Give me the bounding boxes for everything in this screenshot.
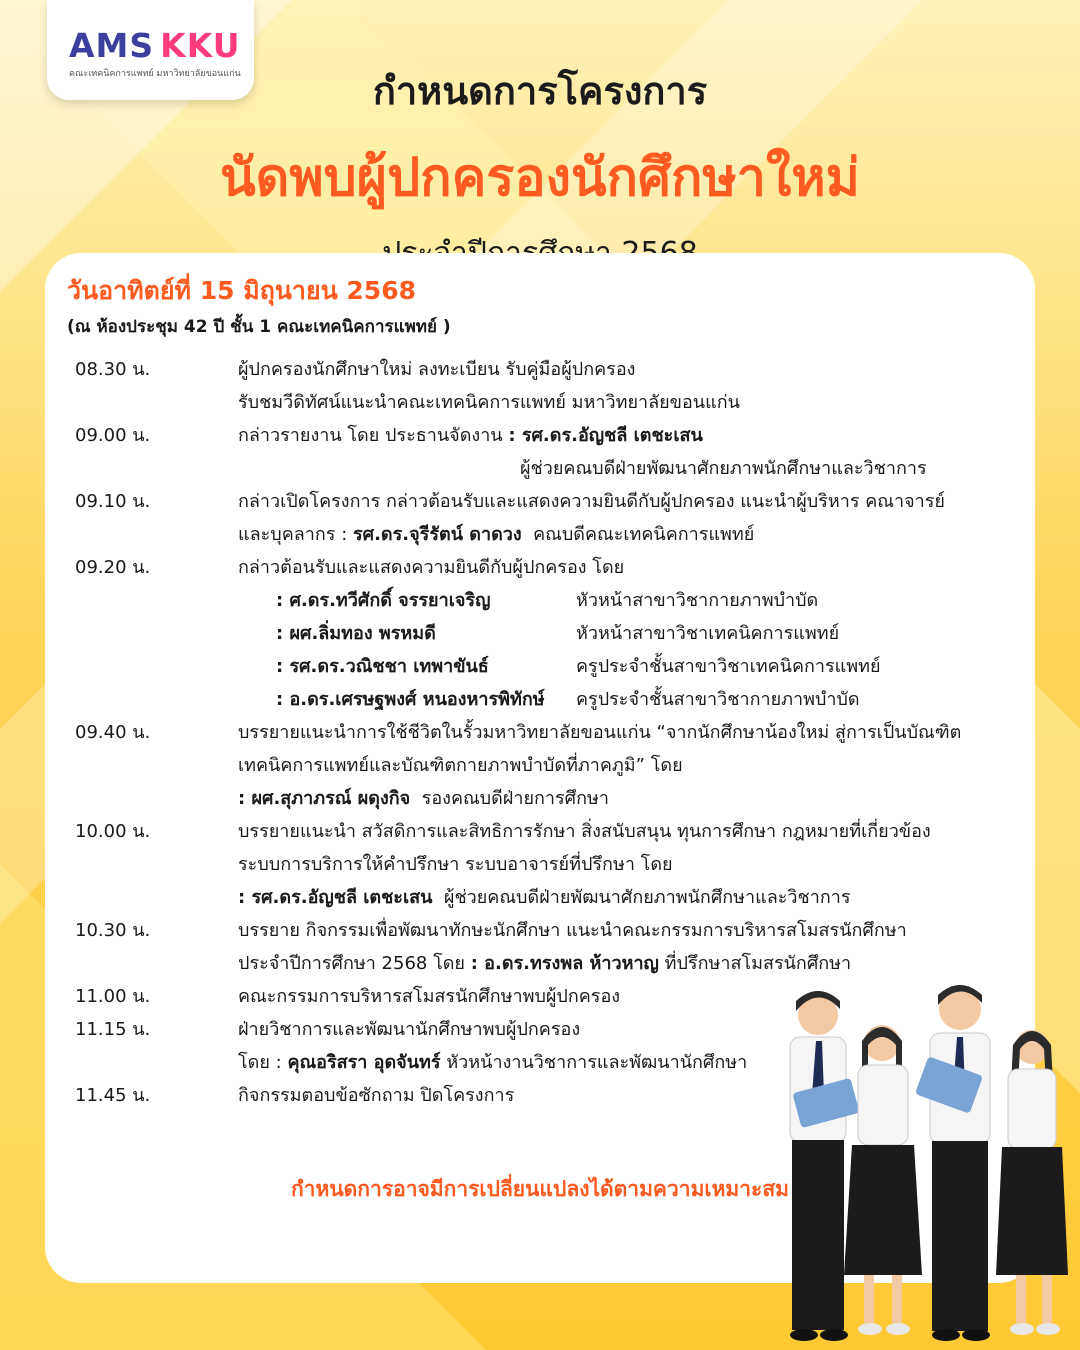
schedule-text: บรรยายแนะนำ สวัสดิการและสิทธิการรักษา สิ่งสนับสนุน ทุนการศึกษา กฎหมายที่เกี่ยวข้อง bbox=[238, 821, 931, 842]
speaker-row: : รศ.ดร.วณิชชา เทพาขันธ์ ครูประจำชั้นสาขาวิชาเทคนิคการแพทย์ bbox=[276, 656, 881, 677]
schedule-time: 09.40 น. bbox=[75, 722, 151, 743]
schedule-text: บรรยายแนะนำการใช้ชีวิตในรั้วมหาวิทยาลัยขอนแก่น “จากนักศึกษาน้องใหม่ สู่การเป็นบัณฑิต bbox=[238, 722, 962, 743]
schedule-time: 11.15 น. bbox=[75, 1019, 151, 1040]
logo: AMS KKU bbox=[69, 26, 241, 65]
schedule-text: ผู้ปกครองนักศึกษาใหม่ ลงทะเบียน รับคู่มือผู้ปกครอง bbox=[238, 359, 636, 380]
schedule-time: 08.30 น. bbox=[75, 359, 151, 380]
schedule-time: 09.20 น. bbox=[75, 557, 151, 578]
schedule-time: 11.00 น. bbox=[75, 986, 151, 1007]
schedule-text: และบุคลากร : รศ.ดร.จุรีรัตน์ ดาดวง คณบดีคณะเทคนิคการแพทย์ bbox=[238, 524, 755, 545]
schedule-text: รับชมวีดิทัศน์แนะนำคณะเทคนิคการแพทย์ มหาวิทยาลัยขอนแก่น bbox=[238, 392, 740, 413]
schedule-text: กล่าวรายงาน โดย ประธานจัดงาน : รศ.ดร.อัญชลี เตชะเสน bbox=[238, 425, 703, 446]
schedule-text: : รศ.ดร.อัญชลี เตชะเสน ผู้ช่วยคณบดีฝ่ายพัฒนาศักยภาพนักศึกษาและวิชาการ bbox=[238, 887, 851, 908]
schedule-item bbox=[75, 914, 1015, 980]
event-title: นัดพบผู้ปกครองนักศึกษาใหม่ bbox=[220, 148, 860, 208]
schedule-item bbox=[75, 815, 1015, 914]
schedule-text: กล่าวต้อนรับและแสดงความยินดีกับผู้ปกครอง โดย bbox=[238, 557, 625, 578]
schedule-text: ระบบการบริการให้คำปรึกษา ระบบอาจารย์ที่ปรึกษา โดย bbox=[238, 854, 673, 875]
schedule-time: 10.00 น. bbox=[75, 821, 151, 842]
schedule-text: ฝ่ายวิชาการและพัฒนานักศึกษาพบผู้ปกครอง bbox=[238, 1019, 581, 1040]
event-venue: (ณ ห้องประชุม 42 ปี ชั้น 1 คณะเทคนิคการแพทย์ ) bbox=[67, 317, 451, 337]
schedule-time: 09.10 น. bbox=[75, 491, 151, 512]
schedule-text: : ผศ.สุภาภรณ์ ผดุงกิจ รองคณบดีฝ่ายการศึกษา bbox=[238, 788, 609, 809]
schedule-notice: กำหนดการอาจมีการเปลี่ยนแปลงได้ตามความเหมาะสม bbox=[290, 1177, 790, 1201]
schedule-item bbox=[75, 551, 1015, 716]
schedule-text: เทคนิคการแพทย์และบัณฑิตกายภาพบำบัดที่ภาคภูมิ” โดย bbox=[238, 755, 683, 776]
schedule-item bbox=[75, 419, 1015, 485]
schedule-time: 09.00 น. bbox=[75, 425, 151, 446]
schedule-time: 11.45 น. bbox=[75, 1085, 151, 1106]
schedule-text: ประจำปีการศึกษา 2568 โดย : อ.ดร.ทรงพล ห้าวหาญ ที่ปรึกษาสโมสรนักศึกษา bbox=[238, 953, 852, 974]
schedule-text: โดย : คุณอริสรา อุดจันทร์ หัวหน้างานวิชาการและพัฒนานักศึกษา bbox=[238, 1052, 748, 1073]
event-date: วันอาทิตย์ที่ 15 มิถุนายน 2568 bbox=[67, 276, 416, 305]
speaker-row: : อ.ดร.เศรษฐพงศ์ หนองหารพิทักษ์ ครูประจำชั้นสาขาวิชากายภาพบำบัด bbox=[276, 689, 860, 710]
schedule-text: ผู้ช่วยคณบดีฝ่ายพัฒนาศักยภาพนักศึกษาและวิชาการ bbox=[520, 458, 927, 479]
schedule-text: กิจกรรมตอบข้อซักถาม ปิดโครงการ bbox=[238, 1085, 515, 1106]
speaker-row: : ศ.ดร.ทวีศักดิ์ จรรยาเจริญ หัวหน้าสาขาวิชากายภาพบำบัด bbox=[276, 590, 819, 611]
schedule-text: กล่าวเปิดโครงการ กล่าวต้อนรับและแสดงความยินดีกับผู้ปกครอง แนะนำผู้บริหาร คณาจารย์ bbox=[238, 491, 945, 512]
students-illustration bbox=[760, 985, 1070, 1350]
schedule-time: 10.30 น. bbox=[75, 920, 151, 941]
schedule-item bbox=[75, 353, 1015, 419]
schedule-item bbox=[75, 485, 1015, 551]
schedule-text: คณะกรรมการบริหารสโมสรนักศึกษาพบผู้ปกครอง bbox=[238, 986, 621, 1007]
header bbox=[0, 60, 1080, 277]
speaker-row: : ผศ.ลิ่มทอง พรหมดี หัวหน้าสาขาวิชาเทคนิคการแพทย์ bbox=[276, 623, 840, 644]
logo-subtitle: คณะเทคนิคการแพทย์ มหาวิทยาลัยขอนแก่น bbox=[69, 69, 241, 79]
schedule-text: บรรยาย กิจกรรมเพื่อพัฒนาทักษะนักศึกษา แนะนำคณะกรรมการบริหารสโมสรนักศึกษา bbox=[238, 920, 907, 941]
schedule-item bbox=[75, 716, 1015, 815]
page-title: กำหนดการโครงการ bbox=[372, 69, 708, 113]
